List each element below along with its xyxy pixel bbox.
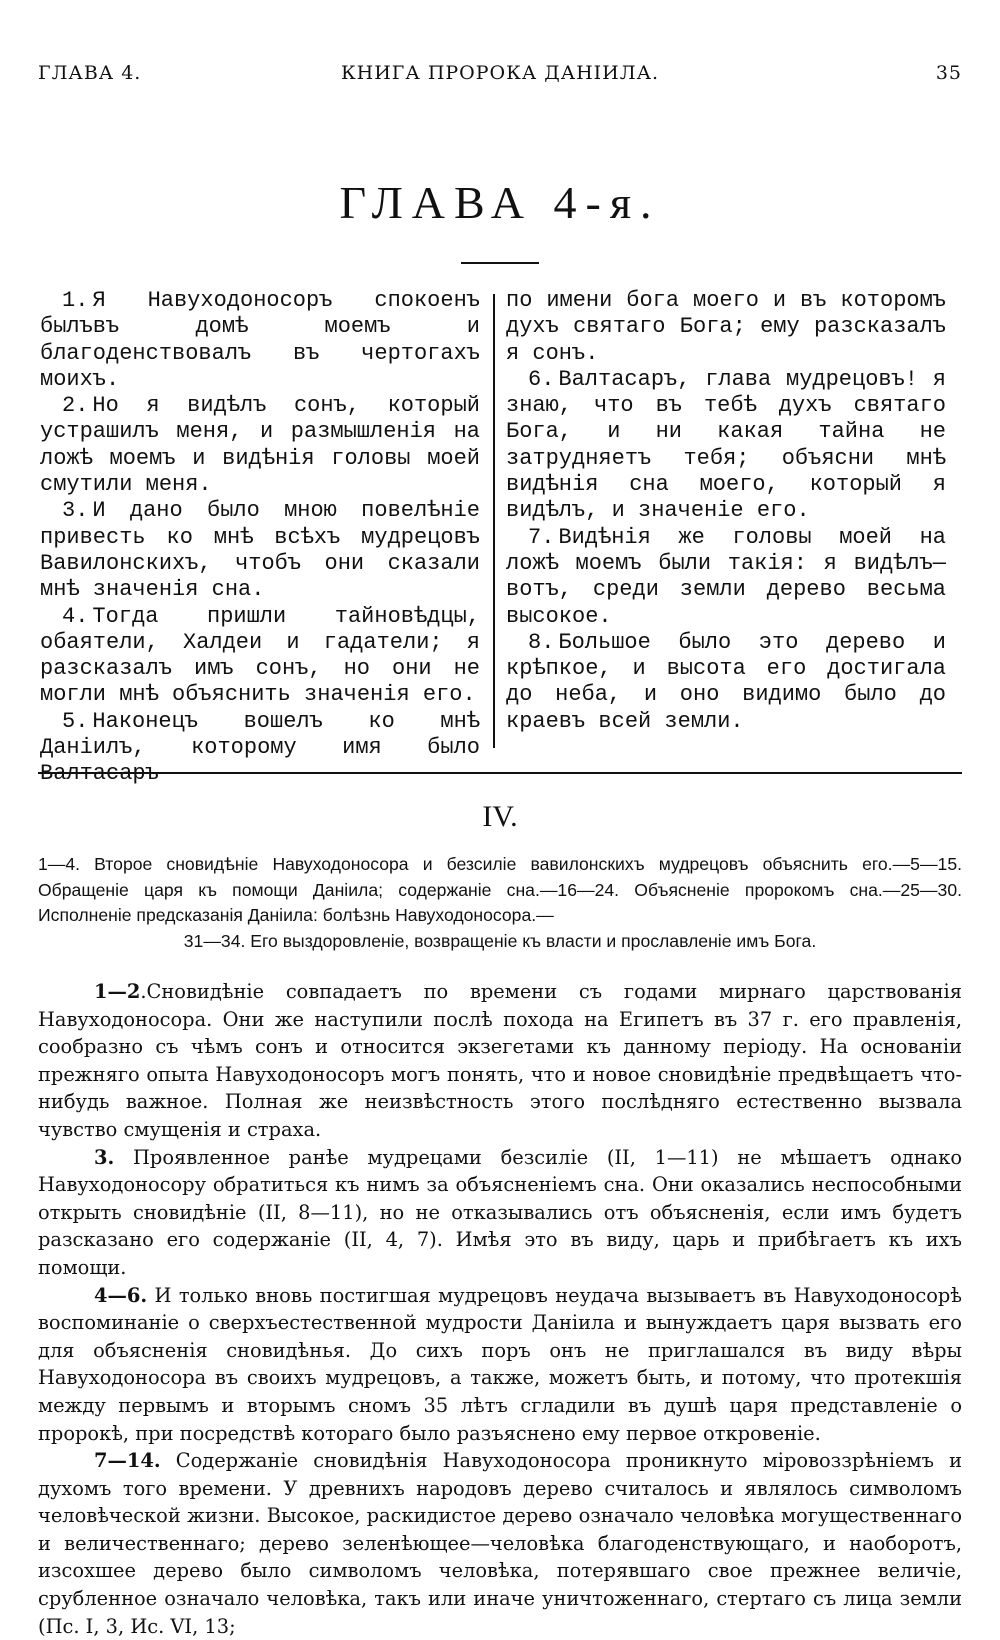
verse-continuation [506,288,946,367]
running-head [38,62,962,92]
verse-number: 1. [62,288,89,313]
verse-reference: 4—6. [94,1283,148,1307]
verse-text: Тогда пришли тайновѣдцы, обаятели, Халдеи и гадатели; я разсказалъ имъ сонъ, но они не могли мнѣ объяснить значенія его. [40,603,480,708]
verse-number: 6. [528,366,555,392]
verse-text: Но я видѣлъ сонъ, который устрашилъ меня, и размышленія на ложѣ моемъ и видѣнія головы моей смутили меня. [40,393,480,498]
commentary-text: И только вновь постигшая мудрецовъ неудача вызываетъ въ Навуходоносорѣ воспоминаніе о сверхъестественной мудрости Даніила и вынуждаетъ царя вызвать его для объясненія сновидѣнья. До сихъ поръ онъ не приглашался въ виду вѣры Навуходоносора въ своихъ мудрецовъ, а также, можетъ быть, и потому, что протекшія между первымъ и вторымъ сномъ 35 лѣтъ сгладили въ душѣ царя представленіе о пророкѣ, при посредствѣ котораго было разъяснено ему первое откровеніе. [38,1283,962,1445]
verse-text: по имени бога моего и въ которомъ духъ святаго Бога; ему разсказалъ я сонъ. [506,288,946,366]
commentary-paragraph [38,1282,962,1448]
chapter-summary [38,852,962,954]
verse-number: 3. [62,498,89,524]
verse [506,630,946,735]
chapter-title: ГЛАВА 4-я. [339,177,661,228]
verse-number: 4. [62,603,89,629]
commentary-paragraph [38,978,962,1144]
commentary-text: Проявленное ранѣе мудрецами безсиліе (II, 1—11) не мѣшаетъ однако Навуходоносору обратиться къ нимъ за объясненіемъ сна. Они оказались неспособными открыть сновидѣніе (II, 8—11), но не отказывались отъ объясненія, если имъ будетъ разсказано его содержаніе (II, 4, 7). Имѣя это въ виду, царь и прибѣгаетъ къ ихъ помощи. [38,1145,962,1279]
title-rule [461,262,539,264]
running-head-chapter: ГЛАВА 4. [38,62,142,84]
verse-text: Наконецъ вошелъ ко мнѣ Даніилъ, которому имя было Валтасаръ— [40,708,480,787]
scripture-text [38,288,962,787]
page-number: 35 [935,62,962,84]
commentary-paragraph [38,1447,962,1640]
verse-number: 7. [528,524,555,550]
verse-text: Видѣнія же головы моей на ложѣ моемъ были такія: я видѣлъ—вотъ, среди земли дерево весьма высокое. [506,524,946,629]
verse-reference: 1—2 [94,980,141,1003]
right-column [506,288,946,735]
running-head-book-title: КНИГА ПРОРОКА ДАНІИЛА. [340,62,660,84]
verse-number: 8. [528,629,555,655]
summary-text-last-line: 31—34. Его выздоровленіе, возвращеніе къ власти и прославленіе имъ Бога. [183,930,817,951]
commentary-body [38,978,962,1640]
left-column [40,288,480,788]
verse-reference: 7—14. [94,1449,161,1473]
verse-text: Я Навуходоносоръ спокоенъ былъвъ домѣ моемъ и благоденствовалъ въ чертогахъ моихъ. [40,288,480,392]
commentary-title: IV. [482,800,518,833]
verse-number: 2. [62,393,89,419]
verse [40,498,480,603]
commentary-text: .Сновидѣніе совпадаетъ по времени съ годами мирнаго царствованія Навуходоносора. Они же наступили послѣ похода на Египетъ въ 37 г. его правленія, сообразно съ чѣмъ сонъ и относится экзегетами къ данному періоду. На основаніи прежняго опыта Навуходоносоръ могъ понять, что и новое сновидѣніе предвѣщаетъ что-нибудь важное. Полная же неизвѣстность этого послѣдняго естественно вызвала чувство смущенія и страха. [38,980,962,1141]
verse [506,525,946,630]
verse-text: И дано было мною повелѣніе привесть ко мнѣ всѣхъ мудрецовъ Вавилонскихъ, чтобъ они сказали мнѣ значенія сна. [40,498,480,603]
commentary-paragraph [38,1144,962,1282]
verse-text: Большое было это дерево и крѣпкое, и высота его достигала до неба, и оно видимо было до краевъ всей земли. [506,629,946,734]
verse-reference: 3. [94,1145,115,1169]
verse [40,709,480,788]
verse [40,288,480,393]
verse-number: 5. [62,708,89,734]
column-divider [493,294,495,748]
verse [40,393,480,498]
verse-text: Валтасаръ, глава мудрецовъ! я знаю, что въ тебѣ духъ святаго Бога, и ни какая тайна не затрудняетъ тебя; объясни мнѣ видѣнія сна моего, который я видѣлъ, и значеніе его. [506,366,946,524]
summary-text: 1—4. Второе сновидѣніе Навуходоносора и безсиліе вавилонскихъ мудрецовъ объяснить его.—5—15. Обращеніе царя къ помощи Даніила; содержаніе сна.—16—24. Объясненіе пророкомъ сна.—25—30. Исполненіе предсказанія Даніила: болѣзнь Навуходоносора.— [38,854,962,926]
verse [40,604,480,709]
section-rule [38,772,962,774]
commentary-text: Содержаніе сновидѣнія Навуходоносора проникнуто міровоззрѣніемъ и духомъ того времени. У древнихъ народовъ дерево считалось и являлось символомъ человѣческой жизни. Высокое, раскидистое дерево означало человѣка могущественнаго и величественнаго; дерево зеленѣющее—человѣка благоденствующаго, и наоборотъ, изсохшее дерево было символомъ человѣка, потерявшаго свое прежнее величіе, срубленное означало человѣка, такъ или иначе уничтоженнаго, стертаго съ лица земли (Пс. I, 3, Ис. VI, 13; [38,1449,962,1638]
verse [506,367,946,525]
